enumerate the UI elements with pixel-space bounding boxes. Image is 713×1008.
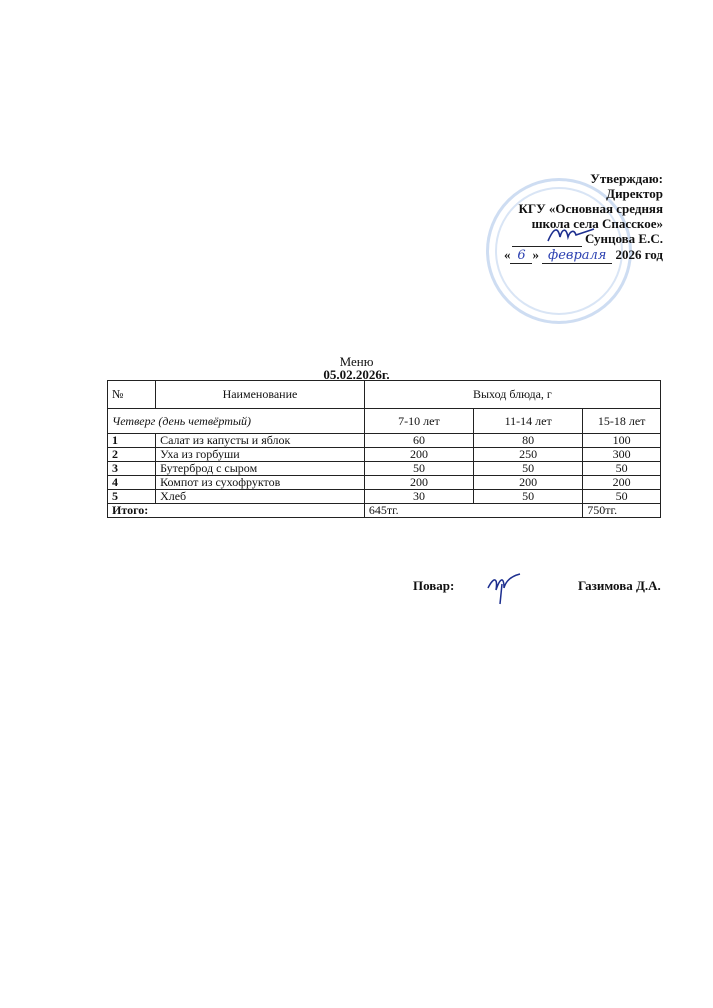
table-row	[108, 448, 661, 462]
row-value-b: 80	[474, 434, 583, 448]
row-value-a: 50	[364, 462, 473, 476]
row-name: Уха из горбуши	[156, 448, 365, 462]
row-value-a: 200	[364, 476, 473, 490]
approval-heading: Утверждаю:	[590, 171, 663, 186]
row-name: Хлеб	[156, 490, 365, 504]
menu-table	[107, 380, 661, 518]
approval-director-line	[403, 231, 663, 247]
menu-title: Меню	[339, 354, 374, 369]
row-value-a: 60	[364, 434, 473, 448]
director-signature-icon	[546, 223, 596, 245]
date-open-quote: «	[503, 247, 511, 262]
row-value-a: 200	[364, 448, 473, 462]
table-row	[108, 462, 661, 476]
row-name: Бутерброд с сыром	[156, 462, 365, 476]
cook-label: Повар:	[413, 578, 455, 593]
row-no: 3	[108, 462, 156, 476]
table-row	[108, 434, 661, 448]
row-no: 2	[108, 448, 156, 462]
row-value-c: 300	[583, 448, 661, 462]
table-subheader-row	[108, 409, 661, 434]
header-no: №	[108, 381, 156, 409]
row-value-a: 30	[364, 490, 473, 504]
header-name: Наименование	[156, 381, 365, 409]
total-label: Итого:	[108, 504, 365, 518]
approval-position: Директор	[606, 186, 663, 201]
approval-org-line2: школа села Спасское»	[531, 216, 663, 231]
row-value-c: 50	[583, 490, 661, 504]
row-value-b: 50	[474, 490, 583, 504]
table-row	[108, 476, 661, 490]
row-value-b: 200	[474, 476, 583, 490]
cook-name: Газимова Д.А.	[578, 578, 661, 593]
total-value-a: 645тг.	[364, 504, 582, 518]
age-group-2: 11-14 лет	[474, 409, 583, 434]
header-yield: Выход блюда, г	[364, 381, 660, 409]
row-value-c: 100	[583, 434, 661, 448]
approval-date-line	[403, 247, 663, 264]
row-value-b: 250	[474, 448, 583, 462]
date-close-quote: »	[532, 247, 539, 262]
row-value-c: 50	[583, 462, 661, 476]
row-name: Компот из сухофруктов	[156, 476, 365, 490]
table-total-row	[108, 504, 661, 518]
row-value-b: 50	[474, 462, 583, 476]
date-year: 2026 год	[615, 247, 663, 262]
row-value-c: 200	[583, 476, 661, 490]
approval-org-line1: КГУ «Основная средняя	[518, 201, 663, 216]
director-name: Сунцова Е.С.	[584, 231, 663, 246]
date-day: 6	[510, 248, 532, 264]
approval-block	[403, 171, 663, 264]
row-no: 5	[108, 490, 156, 504]
table-header-row	[108, 381, 661, 409]
row-no: 4	[108, 476, 156, 490]
age-group-3: 15-18 лет	[583, 409, 661, 434]
total-value-c: 750тг.	[583, 504, 661, 518]
row-name: Салат из капусты и яблок	[156, 434, 365, 448]
table-row	[108, 490, 661, 504]
row-no: 1	[108, 434, 156, 448]
age-group-1: 7-10 лет	[364, 409, 473, 434]
menu-date: 05.02.2026г.	[323, 367, 390, 382]
date-month: февраля	[542, 248, 612, 264]
cook-signature-icon	[484, 568, 524, 606]
day-label: Четверг (день четвёртый)	[108, 409, 365, 434]
